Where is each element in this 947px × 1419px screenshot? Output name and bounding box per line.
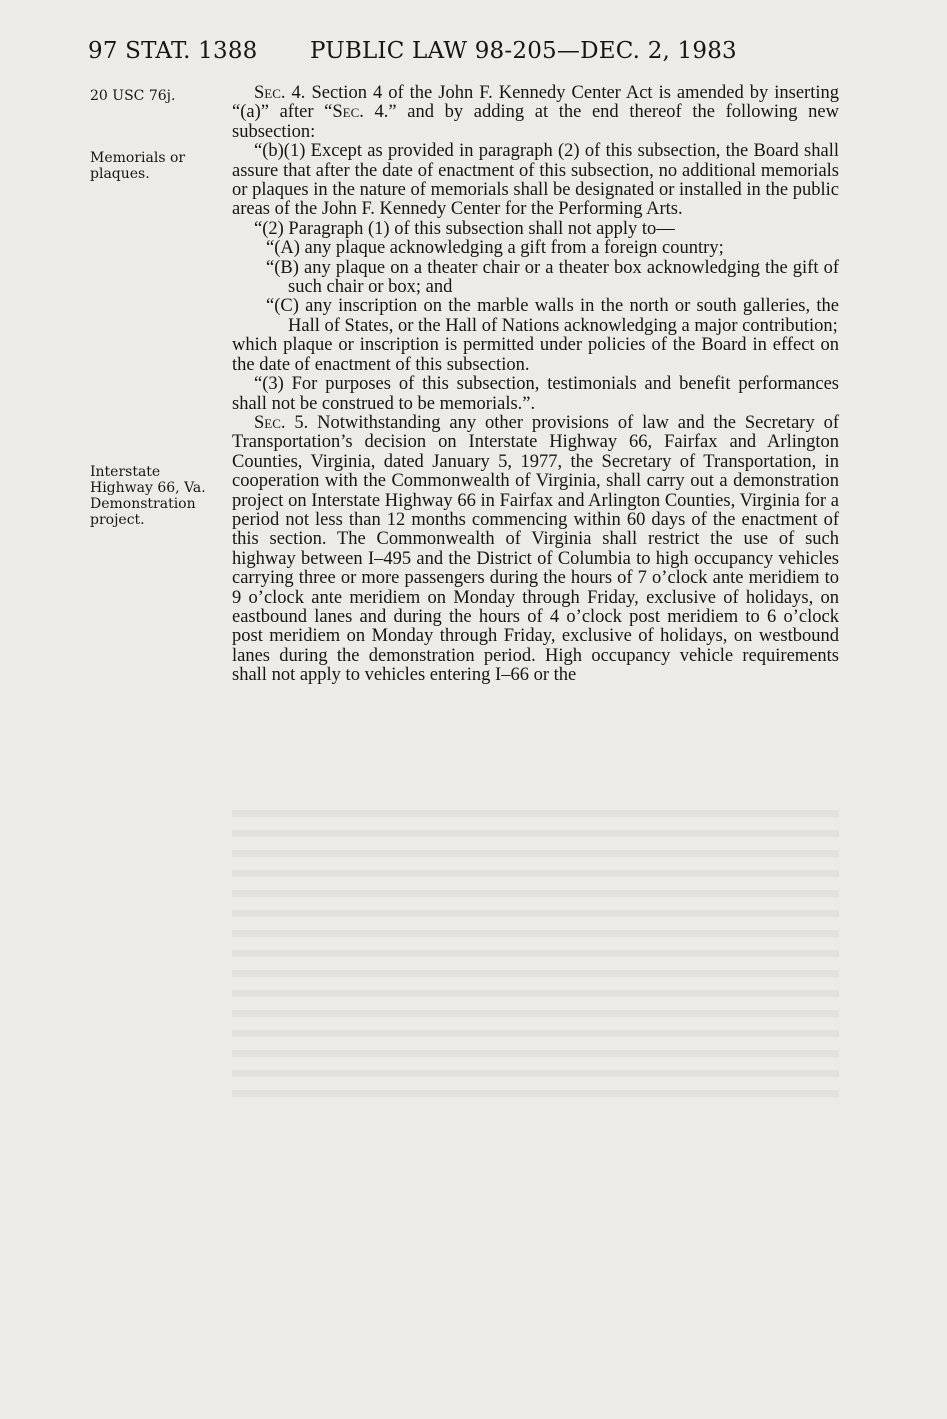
- sec4-label: Sec.: [254, 83, 286, 103]
- sec4-intro: Sec. 4. Section 4 of the John F. Kennedy Center Act is amended by inserting “(a)” after “Sec. 4.” and by adding at the end thereof the following new subsection:: [232, 83, 839, 142]
- which-clause: which plaque or inscription is permitted under policies of the Board in effect on the date of enactment of this subsection.: [232, 335, 839, 375]
- sec5-label: Sec.: [254, 412, 286, 433]
- body-text: [232, 84, 839, 686]
- show-through-texture: [232, 810, 839, 1110]
- clause-a: “(A) any plaque acknowledging a gift from a foreign country;: [266, 238, 724, 259]
- clause-c: “(C) any inscription on the marble walls in the north or south galleries, the Hall of States, or the Hall of Nations acknowledging a major contribution;: [266, 296, 839, 336]
- paragraph-2: “(2) Paragraph (1) of this subsection shall not apply to—: [254, 218, 675, 239]
- margin-note-interstate: Interstate Highway 66, Va. Demonstration project.: [90, 464, 206, 528]
- subsection-b1: “(b)(1) Except as provided in paragraph (2) of this subsection, the Board shall assure that after the date of enactment of this subsection, no additional memorials or plaques in the nature of memorials shall be designated or installed in the public areas of the John F. Kennedy Center for the Performing Arts.: [232, 141, 839, 220]
- margin-note-memorials: Memorials or plaques.: [90, 150, 186, 182]
- stat-page-number: 97 STAT. 1388: [88, 38, 258, 64]
- public-law-title: PUBLIC LAW 98-205—DEC. 2, 1983: [310, 38, 737, 64]
- paragraph-3: “(3) For purposes of this subsection, testimonials and benefit performances shall not be construed to be memorials.”.: [232, 374, 839, 414]
- clause-b: “(B) any plaque on a theater chair or a theater box acknowledging the gift of such chair or box; and: [266, 257, 839, 298]
- page-header: [88, 38, 848, 70]
- margin-note-usc: 20 USC 76j.: [90, 88, 176, 104]
- sec5-text: Sec. 5. Notwithstanding any other provisions of law and the Secretary of Transportation’s decision on Interstate Highway 66, Fairfax and Arlington Counties, Virginia, dated January 5, 1977, the Secretary of Transportation, in cooperation with the Commonwealth of Virginia, shall carry out a demonstration project on Interstate Highway 66 in Fairfax and Arlington Counties, Virginia for a period not less than 12 months commencing within 60 days of the enactment of this section. The Commonwealth of Virginia shall restrict the use of such highway between I–495 and the District of Columbia to high occupancy vehicles carrying three or more passengers during the hours of 7 o’clock ante meridiem to 9 o’clock ante meridiem on Monday through Friday, exclusive of holidays, on eastbound lanes and during the hours of 4 o’clock post meridiem to 6 o’clock post meridiem on Monday through Friday, exclusive of holidays, on westbound lanes during the demonstration period. High occupancy vehicle requirements shall not apply to vehicles entering I–66 or the: [232, 412, 839, 686]
